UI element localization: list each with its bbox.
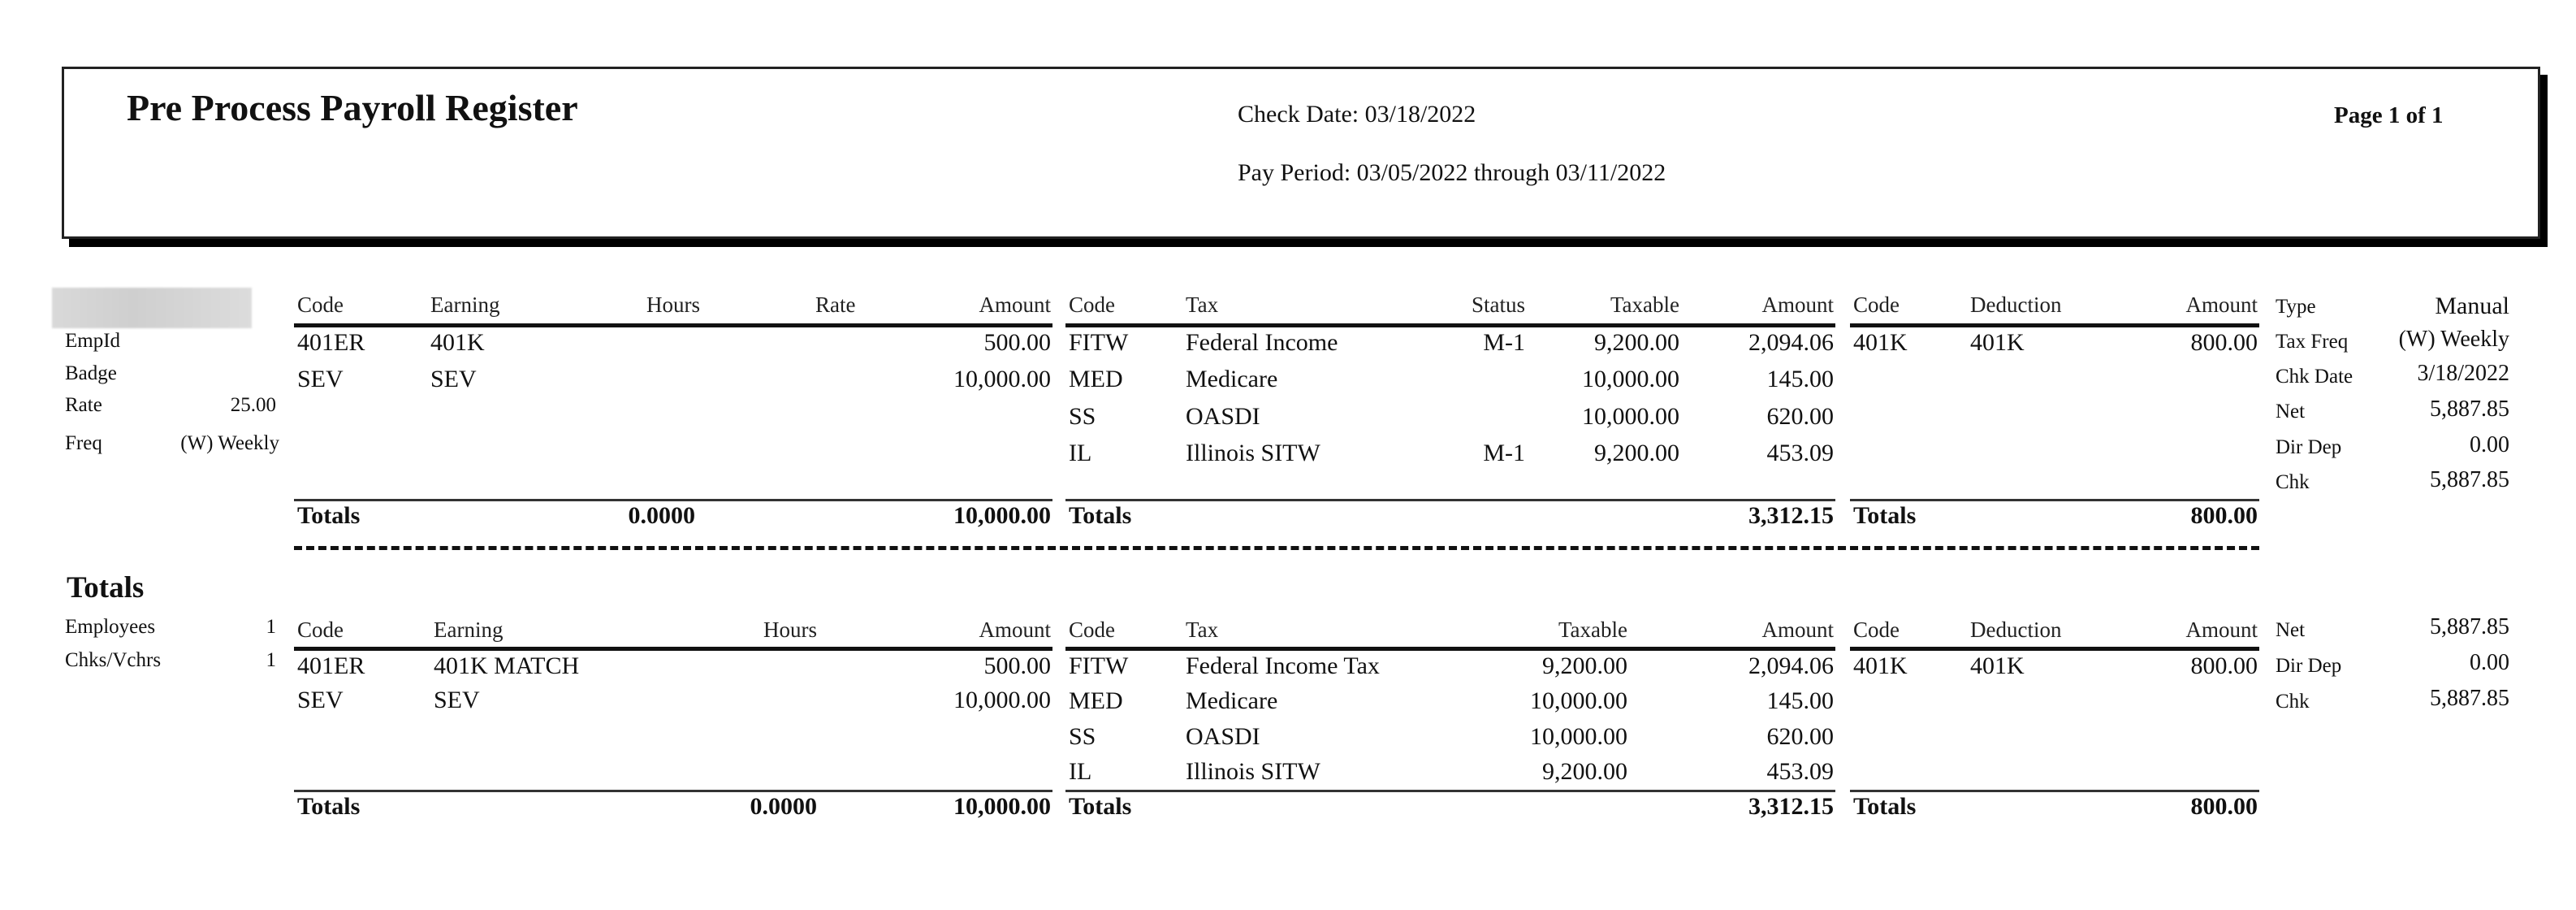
earning-code: SEV [297, 687, 344, 713]
earning-amount: 10,000.00 [953, 687, 1051, 713]
summary-value: 5,887.85 [2430, 686, 2509, 711]
empid-label: EmpId [65, 330, 121, 352]
col-header-code: Code [297, 292, 344, 317]
tax-amount: 2,094.06 [1748, 329, 1834, 356]
badge-label: Badge [65, 362, 117, 384]
col-header-deduction: Deduction [1970, 618, 2062, 642]
report-title: Pre Process Payroll Register [127, 87, 578, 128]
tax-name: Federal Income Tax [1186, 652, 1380, 679]
tax-name: Medicare [1186, 687, 1278, 714]
col-header-amount: Amount [1761, 292, 1834, 317]
earning-name: 401K [430, 329, 485, 356]
earning-amount: 500.00 [983, 652, 1051, 679]
col-header-status: Status [1471, 292, 1525, 317]
summary-label: Type [2276, 296, 2316, 318]
tax-taxable: 9,200.00 [1594, 440, 1679, 466]
tax-code: IL [1069, 440, 1092, 466]
col-header-code: Code [297, 618, 344, 642]
deduction-amount: 800.00 [2190, 652, 2258, 679]
deductions-totals-label: Totals [1853, 502, 1917, 529]
earnings-totals-amount: 10,000.00 [953, 502, 1051, 529]
tax-amount: 620.00 [1766, 723, 1834, 750]
taxes-totals-label: Totals [1069, 793, 1132, 820]
tax-name: Medicare [1186, 366, 1278, 392]
header-rule [294, 647, 1052, 651]
col-header-amount: Amount [979, 292, 1051, 317]
check-date: Check Date: 03/18/2022 [1238, 101, 1476, 128]
col-header-tax: Tax [1186, 618, 1219, 642]
tax-taxable: 9,200.00 [1594, 329, 1679, 356]
col-header-code: Code [1069, 292, 1115, 317]
rate-value: 25.00 [230, 394, 276, 416]
summary-label: Net [2276, 401, 2306, 422]
pay-period: Pay Period: 03/05/2022 through 03/11/2022 [1238, 159, 1666, 186]
tax-amount: 145.00 [1766, 366, 1834, 392]
summary-value: 0.00 [2470, 432, 2509, 457]
earning-amount: 10,000.00 [953, 366, 1051, 392]
col-header-code: Code [1069, 618, 1115, 642]
deduction-code: 401K [1853, 329, 1908, 356]
header-rule [294, 323, 1052, 327]
tax-code: FITW [1069, 652, 1129, 679]
employees-label: Employees [65, 616, 156, 638]
rate-label: Rate [65, 394, 102, 416]
col-header-amount: Amount [2185, 292, 2258, 317]
section-separator [294, 546, 2259, 550]
col-header-amount: Amount [1761, 618, 1834, 642]
header-rule [1850, 647, 2259, 651]
col-header-amount: Amount [979, 618, 1051, 642]
freq-label: Freq [65, 432, 102, 454]
col-header-code: Code [1853, 618, 1900, 642]
employee-name-redacted [52, 288, 252, 328]
tax-name: Federal Income [1186, 329, 1338, 356]
tax-code: MED [1069, 366, 1123, 392]
page-number: Page 1 of 1 [2334, 102, 2444, 128]
deduction-amount: 800.00 [2190, 329, 2258, 356]
summary-label: Dir Dep [2276, 436, 2342, 458]
summary-value: 5,887.85 [2430, 467, 2509, 492]
tax-amount: 2,094.06 [1748, 652, 1834, 679]
col-header-taxable: Taxable [1558, 618, 1627, 642]
summary-value: Manual [2435, 292, 2509, 319]
earnings-totals-label: Totals [297, 502, 361, 529]
header-rule [1065, 323, 1835, 327]
summary-value: 3/18/2022 [2417, 361, 2509, 386]
tax-status: M-1 [1483, 440, 1525, 466]
summary-label: Dir Dep [2276, 655, 2342, 677]
col-header-earning: Earning [434, 618, 504, 642]
summary-value: 0.00 [2470, 650, 2509, 675]
earning-code: 401ER [297, 329, 365, 356]
tax-name: Illinois SITW [1186, 758, 1320, 785]
tax-taxable: 9,200.00 [1542, 758, 1627, 785]
tax-taxable: 10,000.00 [1530, 687, 1627, 714]
summary-label: Net [2276, 619, 2306, 641]
deductions-totals-amount: 800.00 [2190, 502, 2258, 529]
chks-vchrs-count: 1 [266, 649, 276, 671]
deduction-name: 401K [1970, 329, 2025, 356]
header-rule [1850, 323, 2259, 327]
deduction-code: 401K [1853, 652, 1908, 679]
header-rule [1065, 647, 1835, 651]
employees-count: 1 [266, 616, 276, 638]
taxes-totals-label: Totals [1069, 502, 1132, 529]
tax-code: IL [1069, 758, 1092, 785]
earning-code: SEV [297, 366, 344, 392]
col-header-earning: Earning [430, 292, 500, 317]
tax-taxable: 10,000.00 [1582, 403, 1679, 430]
col-header-taxable: Taxable [1610, 292, 1679, 317]
chks-vchrs-label: Chks/Vchrs [65, 649, 162, 671]
col-header-rate: Rate [815, 292, 856, 317]
taxes-totals-amount: 3,312.15 [1748, 502, 1834, 529]
earning-code: 401ER [297, 652, 365, 679]
summary-value: 5,887.85 [2430, 614, 2509, 639]
summary-value: (W) Weekly [2398, 327, 2509, 352]
tax-taxable: 9,200.00 [1542, 652, 1627, 679]
earning-name: 401K MATCH [434, 652, 580, 679]
col-header-hours: Hours [646, 292, 700, 317]
grand-totals-heading: Totals [67, 571, 145, 604]
summary-label: Chk [2276, 691, 2310, 713]
freq-value: (W) Weekly [180, 432, 279, 454]
deductions-totals-label: Totals [1853, 793, 1917, 820]
tax-amount: 145.00 [1766, 687, 1834, 714]
summary-label: Chk [2276, 471, 2310, 493]
col-header-hours: Hours [763, 618, 817, 642]
col-header-deduction: Deduction [1970, 292, 2062, 317]
deduction-name: 401K [1970, 652, 2025, 679]
earnings-totals-hours: 0.0000 [750, 793, 817, 820]
tax-name: OASDI [1186, 403, 1260, 430]
tax-amount: 620.00 [1766, 403, 1834, 430]
tax-code: FITW [1069, 329, 1129, 356]
summary-label: Chk Date [2276, 366, 2353, 388]
col-header-amount: Amount [2185, 618, 2258, 642]
earning-name: SEV [434, 687, 480, 713]
taxes-totals-amount: 3,312.15 [1748, 793, 1834, 820]
earnings-totals-amount: 10,000.00 [953, 793, 1051, 820]
summary-label: Tax Freq [2276, 331, 2349, 353]
tax-code: SS [1069, 723, 1096, 750]
col-header-code: Code [1853, 292, 1900, 317]
tax-name: OASDI [1186, 723, 1260, 750]
earning-amount: 500.00 [983, 329, 1051, 356]
summary-value: 5,887.85 [2430, 396, 2509, 422]
tax-amount: 453.09 [1766, 758, 1834, 785]
deductions-totals-amount: 800.00 [2190, 793, 2258, 820]
tax-taxable: 10,000.00 [1530, 723, 1627, 750]
tax-status: M-1 [1483, 329, 1525, 356]
tax-code: SS [1069, 403, 1096, 430]
earning-name: SEV [430, 366, 477, 392]
tax-name: Illinois SITW [1186, 440, 1320, 466]
earnings-totals-hours: 0.0000 [628, 502, 695, 529]
tax-amount: 453.09 [1766, 440, 1834, 466]
earnings-totals-label: Totals [297, 793, 361, 820]
tax-taxable: 10,000.00 [1582, 366, 1679, 392]
col-header-tax: Tax [1186, 292, 1219, 317]
tax-code: MED [1069, 687, 1123, 714]
